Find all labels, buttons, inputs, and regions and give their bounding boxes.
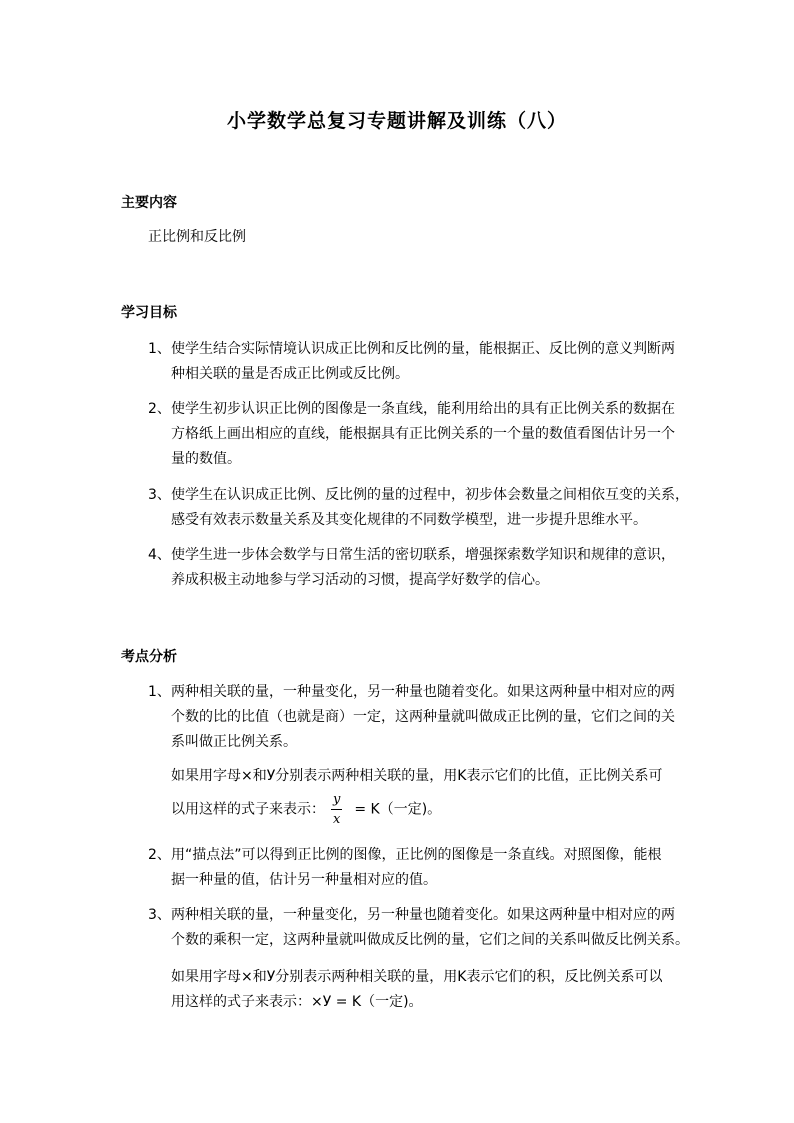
- objective-number: 2、: [148, 401, 171, 417]
- objective-text: [171, 483, 691, 533]
- objective-number: 4、: [148, 547, 171, 563]
- text-line: 感受有效表示数量关系及其变化规律的不同数学模型，进一步提升思维水平。: [171, 512, 647, 528]
- objective-text: [171, 543, 691, 593]
- section-heading-main-content: 主要内容: [121, 195, 177, 211]
- analysis-number: 1、: [148, 684, 171, 700]
- analysis-number: 2、: [148, 847, 171, 863]
- text-line: 两种相关联的量，一种量变化，另一种量也随着变化。如果这两种量中相对应的两: [171, 907, 675, 923]
- section-heading-analysis: 考点分析: [121, 649, 177, 665]
- formula-prefix: 以用这样的式子来表示：: [171, 801, 325, 818]
- text-line: 个数的乘积一定，这两种量就叫做成反比例的量，它们之间的关系叫做反比例关系。: [171, 932, 689, 948]
- formula-line: 用这样的式子来表示：×У = K（一定)。: [171, 994, 423, 1010]
- formula-line: [171, 793, 691, 826]
- text-line: 使学生进一步体会数学与日常生活的密切联系，增强探索数学知识和规律的意识，: [171, 547, 675, 563]
- objective-number: 3、: [148, 487, 171, 503]
- text-line: 方格纸上画出相应的直线，能根据具有正比例关系的一个量的数值看图估计另一个: [171, 426, 675, 442]
- text-line: 使学生在认识成正比例、反比例的量的过程中，初步体会数量之间相依互变的关系，: [171, 487, 689, 503]
- objective-number: 1、: [148, 341, 171, 357]
- formula-suffix: = K（一定)。: [354, 801, 442, 818]
- analysis-text: [171, 903, 691, 953]
- objective-text: [171, 397, 691, 472]
- fraction-denominator: x: [333, 812, 341, 827]
- note-line: 如果用字母×和У分别表示两种相关联的量，用K表示它们的比值，正比例关系可: [171, 768, 663, 784]
- analysis-text: [171, 680, 691, 755]
- text-line: 两种相关联的量，一种量变化，另一种量也随着变化。如果这两种量中相对应的两: [171, 684, 675, 700]
- fraction-y-over-x: [331, 793, 342, 826]
- note-line: 如果用字母×和У分别表示两种相关联的量，用K表示它们的积，反比例关系可以: [171, 969, 663, 985]
- analysis-number: 3、: [148, 907, 171, 923]
- text-line: 据一种量的值，估计另一种量相对应的值。: [171, 872, 437, 888]
- analysis-text: [171, 843, 691, 893]
- text-line: 种相关联的量是否成正比例或反比例。: [171, 366, 409, 382]
- text-line: 使学生初步认识正比例的图像是一条直线，能利用给出的具有正比例关系的数据在: [171, 401, 675, 417]
- section-heading-objectives: 学习目标: [121, 305, 177, 321]
- text-line: 个数的比的比值（也就是商）一定，这两种量就叫做成正比例的量，它们之间的关: [171, 709, 675, 725]
- text-line: 养成积极主动地参与学习活动的习惯，提高学好数学的信心。: [171, 572, 549, 588]
- fraction-numerator: y: [331, 793, 342, 810]
- text-line: 用“描点法”可以得到正比例的图像，正比例的图像是一条直线。对照图像，能根: [171, 847, 662, 863]
- main-content-text: 正比例和反比例: [148, 229, 246, 245]
- objective-text: [171, 337, 691, 387]
- text-line: 使学生结合实际情境认识成正比例和反比例的量，能根据正、反比例的意义判断两: [171, 341, 675, 357]
- text-line: 量的数值。: [171, 451, 241, 467]
- page-title: 小学数学总复习专题讲解及训练（八）: [226, 110, 567, 132]
- text-line: 系叫做正比例关系。: [171, 734, 297, 750]
